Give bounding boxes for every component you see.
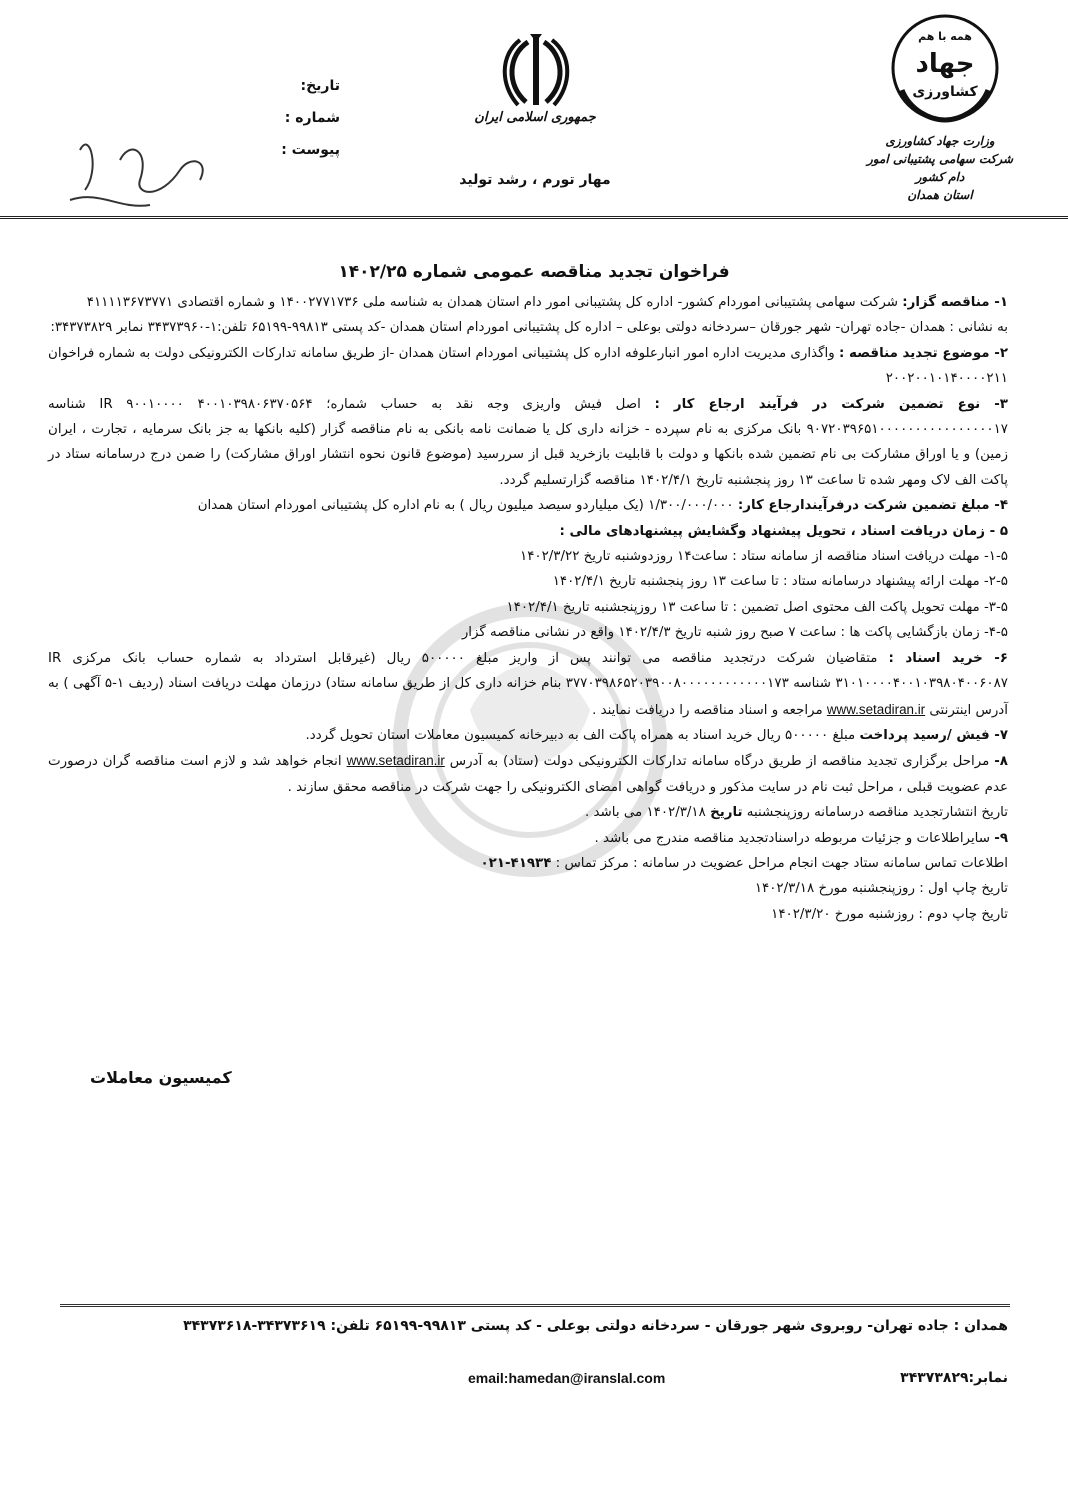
print-date-1: تاریخ چاپ اول : روزپنجشنبه مورخ ۱۴۰۲/۳/۱۸ [754,881,1008,897]
section-7 [48,723,1008,748]
date-label: تاریخ: [300,78,340,94]
section-5-1: ۱-۵- مهلت دریافت اسناد مناقصه از سامانه ستاد : ساعت۱۴ روزدوشنبه تاریخ ۱۴۰۲/۳/۲۲ [520,549,1008,565]
section-2-text: واگذاری مدیریت اداره امور انبارعلوفه اداره کل پشتیبانی اموردام استان همدان -از طریق سامانه تدارکات الکترونیکی دولت به شماره فراخوان ۲۰۰۲۰۰۱۰۱۴۰۰۰۰۲۱۱ [48,345,1008,387]
section-2 [48,341,1008,392]
section-3-text: اصل فیش واریزی وجه نقد به حساب شماره؛ ۴۰۰۱۰۳۹۸۰۶۳۷۰۵۶۴ IR ۹۰۰۱۰۰۰۰ شناسه ۹۰۷۲۰۳۹۶۵۱۰۰۰۰۰۰۰۰۰۰۰۰۰۰۰۰۱۷ بانک مرکزی به نام سپرده - خزانه داری کل یا ضمانت نامه بانکی به نام مناقصه گزار (کلیه بانکها به جز بانک سرمایه ، تجارت ، ایران زمین) و یا اوراق مشارکت بی نام تضمین شده بانکها و دولت با قابلیت بازخرید قبل از سررسید (موضوع قانون نحوه انتشار اوراق مشارکت) را ضمن درج درسامانه ستاد در پاکت الف لاک ومهر شده تا ساعت ۱۳ روز پنجشنبه تاریخ ۱۴۰۲/۴/۱ مناقصه گزارتسلیم گردد. [48,396,1008,488]
ministry-line-2: شرکت سهامی پشتیبانی امور دام کشور [866,152,1014,184]
footer-email[interactable]: email:hamedan@iranslal.com [468,1370,666,1386]
logo-text-main: جهاد [915,49,975,79]
section-6 [48,646,1008,723]
section-5 [48,519,1008,544]
print-date-2: تاریخ چاپ دوم : روزشنبه مورخ ۱۴۰۲/۳/۲۰ [771,906,1008,922]
section-6-text: متقاضیان شرکت درتجدید مناقصه می توانند پس از واریز مبلغ ۵۰۰۰۰۰ ریال (غیرقابل استرداد به شماره حساب بانک مرکزی IR ۳۱۰۱۰۰۰۰۴۰۰۱۰۳۹۸۰۴۰۰۶۰۸۷ شناسه ۳۷۷۰۳۹۸۶۵۲۰۳۹۰۰۸۰۰۰۰۰۰۰۰۰۰۰۰۱۷۳ بنام خزانه داری کل از طریق سامانه ستاد) درزمان مهلت دریافت اسناد (ردیف ۱-۵ آگهی ) به آدرس اینترنتی [48,650,1008,718]
contact-info [48,851,1008,876]
section-5-4: ۴-۵- زمان بازگشایی پاکت ها : ساعت ۷ صبح روز شنبه تاریخ ۱۴۰۲/۴/۳ واقع در نشانی مناقصه گزار [461,625,1008,641]
section-8-tail: انجام خواهد شد و لازم است مناقصه گران درصورت عدم عضویت قبلی ، مراحل ثبت نام در سایت مذکور و دریافت گواهی امضای الکترونیکی را جهت شرکت در مناقصه محقق سازند . [48,754,1008,795]
attachment-label: پیوست : [281,142,340,158]
handwritten-signature [60,120,230,220]
section-8-text: مراحل برگزاری تجدید مناقصه از طریق درگاه سامانه تدارکات الکترونیکی دولت (ستاد) به آدرس [449,754,990,770]
section-3 [48,392,1008,494]
header-meta [270,70,340,166]
section-9-text: سایراطلاعات و جزئیات مربوطه دراسنادتجدید مناقصه مندرج می باشد . [594,830,990,846]
emblem-caption: جمهوری اسلامی ایران [474,110,596,125]
section-3-label: ۳- نوع تضمین شرکت در فرآیند ارجاع کار : [654,396,1008,412]
header-divider [0,216,1068,219]
section-1 [48,290,1008,315]
logo-text-top: همه با هم [918,30,972,43]
section-9-label: ۹- [994,830,1008,846]
jihad-logo-icon [880,10,1010,130]
setadiran-link-2[interactable]: www.setadiran.ir [346,753,445,769]
publish-bold: تاریخ [710,805,743,821]
ministry-line-1: وزارت جهاد کشاورزی [885,134,995,148]
section-4 [48,493,1008,518]
section-6-label: ۶- خرید اسناد : [888,650,1008,666]
section-4-label: ۴- مبلغ تضمین شرکت درفرآیندارجاع کار: [737,498,1008,514]
section-7-label: ۷- فیش /رسید پرداخت [859,727,1008,743]
number-label: شماره : [284,110,340,126]
section-9 [48,826,1008,851]
ministry-line-3: استان همدان [907,188,973,202]
section-4-text: ۱/۳۰۰/۰۰۰/۰۰۰ (یک میلیاردو سیصد میلیون ریال ) به نام اداره کل پشتیبانی اموردام استان همدان [197,498,734,514]
section-1-address: به نشانی : همدان -جاده تهران- شهر جورقان –سردخانه دولتی بوعلی – اداره کل پشتیبانی اموردام استان همدان -کد پستی ۹۹۸۱۳-۶۵۱۹۹ تلفن:۱-۳۴۳۷۳۹۶۰ نمابر ۳۴۳۷۳۸۲۹: [50,320,1008,336]
page-title: فراخوان تجدید مناقصه عمومی شماره ۱۴۰۲/۲۵ [338,262,730,282]
contact-text: اطلاعات تماس سامانه ستاد جهت انجام مراحل عضویت در سامانه : مرکز تماس : [555,855,1008,871]
publish-date [48,800,1008,825]
logo-text-sub: کشاورزی [912,84,978,100]
contact-number: ۴۱۹۳۴-۰۲۱ [480,855,552,871]
section-1-text: شرکت سهامی پشتیبانی اموردام کشور- اداره کل پشتیبانی امور دام استان همدان به شناسه ملی ۱۴۰۰۲۷۷۱۷۳۶ و شماره اقتصادی ۴۱۱۱۱۳۶۷۳۷۷۱ [86,295,899,310]
setadiran-link[interactable]: www.setadiran.ir [826,701,926,717]
section-1-label: ۱- مناقصه گزار: [902,295,1008,310]
footer-fax: نمابر:۳۴۳۷۳۸۲۹ [900,1370,1008,1386]
section-7-text: مبلغ ۵۰۰۰۰۰ ریال خرید اسناد به همراه پاکت الف به دبیرخانه کمیسیون معاملات استان تحویل گردد. [305,727,856,743]
publish-text: تاریخ انتشارتجدید مناقصه درسامانه روزپنجشنبه [746,805,1008,821]
footer-address: همدان : جاده تهران- روبروی شهر جورقان - سردخانه دولتی بوعلی - کد پستی ۹۹۸۱۳-۶۵۱۹۹ تلفن: ۳۴۳۷۳۶۱۹-۳۴۳۷۳۶۱۸ [183,1318,1008,1334]
section-5-3: ۳-۵- مهلت تحویل پاکت الف محتوی اصل تضمین : تا ساعت ۱۳ روزپنجشنبه تاریخ ۱۴۰۲/۴/۱ [506,599,1008,615]
section-2-label: ۲- موضوع تجدید مناقصه : [838,345,1008,361]
emblem-icon [498,30,574,110]
footer-divider [60,1304,1010,1307]
slogan: مهار تورم ، رشد تولید [459,172,611,188]
announcement-body [48,290,1008,927]
section-8-label: ۸- [994,754,1008,770]
publish-date-value: ۱۴۰۲/۳/۱۸ می باشد . [585,805,706,821]
section-6-tail: مراجعه و اسناد مناقصه را دریافت نمایند . [592,702,823,718]
section-8 [48,748,1008,800]
commission-signature: کمیسیون معاملات [90,1068,232,1087]
section-5-label: ۵ - زمان دریافت اسناد ، تحویل پیشنهاد وگشایش پیشنهادهای مالی : [559,523,1008,539]
footer-contact [48,1370,1008,1392]
section-5-2: ۲-۵- مهلت ارائه پیشنهاد درسامانه ستاد : تا ساعت ۱۳ روز پنجشنبه تاریخ ۱۴۰۲/۴/۱ [552,574,1008,590]
ministry-block [860,132,1020,204]
